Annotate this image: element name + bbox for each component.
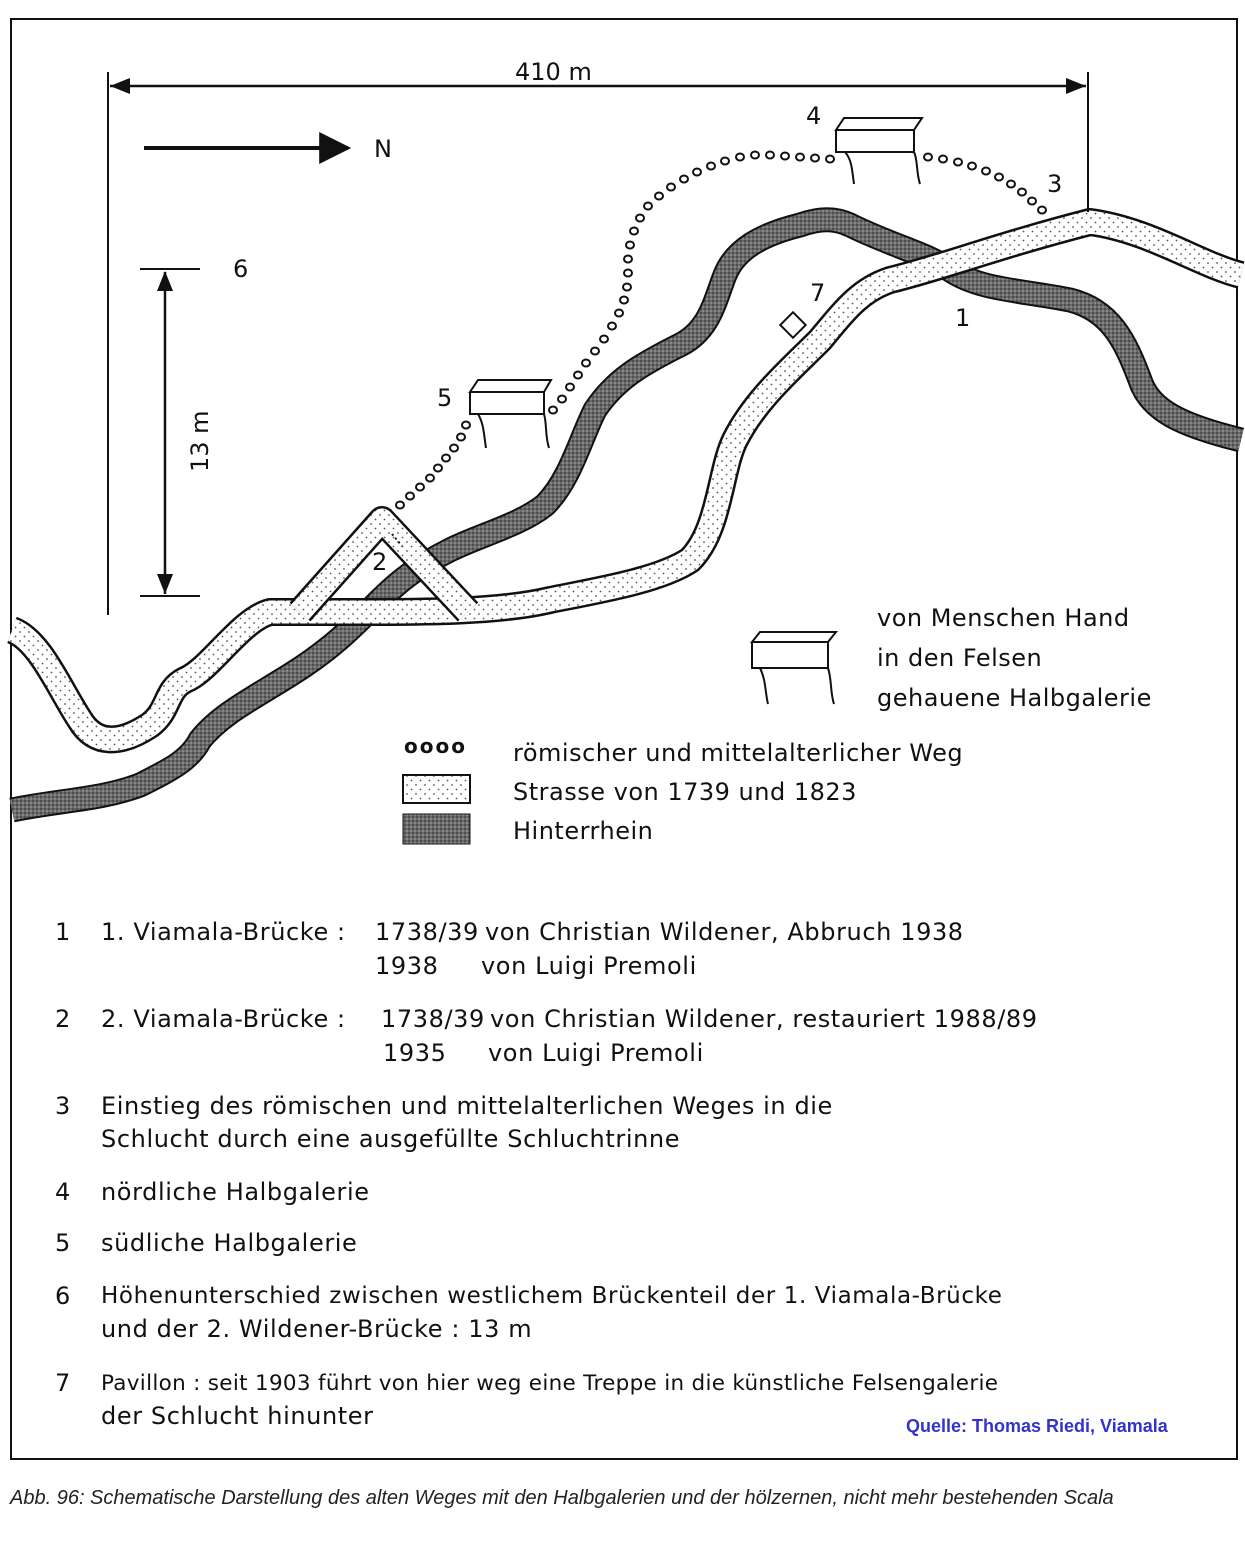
item-text: von Christian Wildener, restauriert 1988/89 bbox=[490, 1005, 1038, 1033]
figure-caption: Abb. 96: Schematische Darstellung des alten Weges mit den Halbgalerien und der hölzernen, nicht mehr bestehenden Scala bbox=[10, 1487, 1114, 1509]
legend-gallery-icon bbox=[752, 632, 836, 704]
height-label: 13 m bbox=[186, 410, 214, 472]
north-label: N bbox=[374, 135, 392, 163]
source-credit: Quelle: Thomas Riedi, Viamala bbox=[906, 1416, 1168, 1436]
item-title: 1. Viamala-Brücke : bbox=[101, 918, 346, 946]
river-outline bbox=[12, 220, 1241, 810]
item-text: südliche Halbgalerie bbox=[101, 1229, 358, 1257]
map-label-2: 2 bbox=[372, 548, 388, 576]
map-label-7: 7 bbox=[810, 279, 826, 307]
item-number: 4 bbox=[55, 1178, 71, 1206]
map-label-4: 4 bbox=[806, 102, 822, 130]
item-year: 1738/39 bbox=[375, 918, 479, 946]
map-label-3: 3 bbox=[1047, 170, 1063, 198]
item-text: und der 2. Wildener-Brücke : 13 m bbox=[101, 1315, 533, 1343]
legend-river-icon bbox=[403, 814, 470, 844]
legend-gallery-line-3: gehauene Halbgalerie bbox=[877, 684, 1152, 712]
height-marker-6: 6 bbox=[233, 255, 249, 283]
legend-path-label: römischer und mittelalterlicher Weg bbox=[513, 739, 964, 767]
half-gallery-5 bbox=[470, 380, 551, 448]
legend-road-icon bbox=[403, 775, 470, 803]
item-year: 1938 bbox=[375, 952, 439, 980]
legend-gallery-line-2: in den Felsen bbox=[877, 644, 1043, 672]
half-gallery-4 bbox=[836, 118, 922, 184]
legend-road-label: Strasse von 1739 und 1823 bbox=[513, 778, 857, 806]
pavilion-7 bbox=[780, 312, 805, 337]
item-number: 1 bbox=[55, 918, 71, 946]
item-number: 6 bbox=[55, 1282, 71, 1310]
item-year: 1738/39 bbox=[381, 1005, 485, 1033]
item-number: 3 bbox=[55, 1092, 71, 1120]
legend-path-symbol: oooo bbox=[404, 734, 467, 758]
item-text: Einstieg des römischen und mittelalterlichen Weges in die bbox=[101, 1092, 833, 1120]
item-text: der Schlucht hinunter bbox=[101, 1402, 374, 1430]
item-text: von Luigi Premoli bbox=[481, 952, 697, 980]
item-number: 5 bbox=[55, 1229, 71, 1257]
map-label-5: 5 bbox=[437, 384, 453, 412]
item-text: von Christian Wildener, Abbruch 1938 bbox=[485, 918, 964, 946]
item-text: nördliche Halbgalerie bbox=[101, 1178, 370, 1206]
item-number: 7 bbox=[55, 1369, 71, 1397]
item-text: Höhenunterschied zwischen westlichem Brückenteil der 1. Viamala-Brücke bbox=[101, 1283, 1003, 1309]
item-text: von Luigi Premoli bbox=[488, 1039, 704, 1067]
item-title: 2. Viamala-Brücke : bbox=[101, 1005, 346, 1033]
item-text: Schlucht durch eine ausgefüllte Schluchtrinne bbox=[101, 1125, 681, 1153]
width-dimension bbox=[108, 72, 1088, 615]
item-number: 2 bbox=[55, 1005, 71, 1033]
map-label-1: 1 bbox=[955, 304, 971, 332]
legend-river-label: Hinterrhein bbox=[513, 817, 654, 845]
item-year: 1935 bbox=[383, 1039, 447, 1067]
width-label: 410 m bbox=[515, 58, 592, 86]
legend-gallery-line-1: von Menschen Hand bbox=[877, 604, 1130, 632]
item-text: Pavillon : seit 1903 führt von hier weg eine Treppe in die künstliche Felsengalerie bbox=[101, 1371, 999, 1396]
